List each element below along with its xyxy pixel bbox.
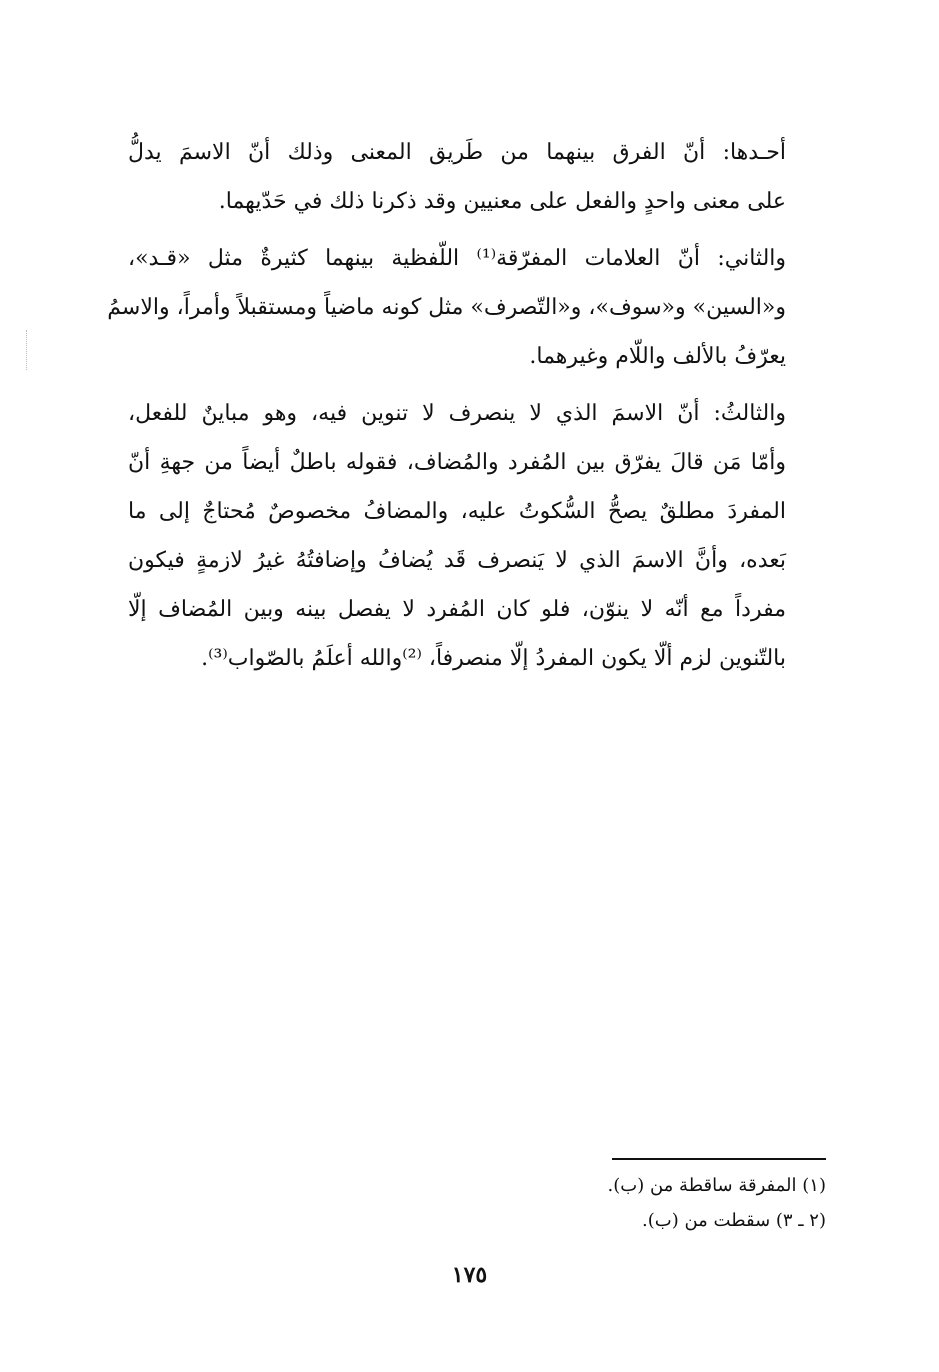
text-line: و«السين» و«سوف»، و«التّصرف» مثل كونه ماضياً ومستقبلاً وأمراً، والاسمُ: [107, 295, 786, 320]
footnote-2: (٢ ـ ٣) سقطت من (ب).: [642, 1210, 826, 1231]
scan-margin-mark: [26, 330, 29, 370]
paragraph-third: [128, 389, 826, 683]
text-line: على معنى واحدٍ والفعل على معنيين وقد ذكرنا ذلك في حَدّيهما.: [218, 189, 786, 214]
text-line: والثاني: أنّ العلامات المفرّقة⁽¹⁾ اللّفظية بينهما كثيرةٌ مثل «قـد»،: [128, 246, 787, 271]
text-line: بَعده، وأنَّ الاسمَ الذي لا يَنصرف قَد يُضافُ وإضافتُهُ غيرُ لازمةٍ فيكون: [128, 548, 786, 573]
text-line: المفردَ مطلقٌ يصحُّ السُّكوتُ عليه، والمضافُ مخصوصٌ مُحتاجٌ إلى ما: [128, 499, 786, 524]
text-line: بالتّنوين لزم ألّا يكون المفردُ إلّا منصرفاً، ⁽²⁾والله أعلَمُ بالصّواب⁽³⁾.: [201, 646, 786, 671]
text-line: وأمّا مَن قالَ يفرّق بين المُفرد والمُضاف، فقوله باطلٌ أيضاً من جهةِ أنّ: [128, 450, 786, 475]
text-line: يعرّفُ بالألف واللّام وغيرهما.: [529, 344, 786, 369]
footnotes: [420, 1168, 826, 1238]
footnote-separator: [612, 1158, 826, 1160]
text-line: أحـدها: أنّ الفرق بينهما من طَريق المعنى وذلك أنّ الاسمَ يدلُّ: [128, 140, 786, 165]
page-number: ١٧٥: [451, 1262, 488, 1288]
paragraph-first: [128, 128, 826, 226]
footnote-1: (١) المفرقة ساقطة من (ب).: [607, 1175, 826, 1196]
text-line: والثالثُ: أنّ الاسمَ الذي لا ينصرف لا تنوين فيه، وهو مباينٌ للفعل،: [128, 401, 786, 426]
main-text-block: [107, 128, 826, 691]
paragraph-second: [107, 234, 826, 381]
text-line: مفرداً مع أنّه لا ينوّن، فلو كان المُفرد لا يفصل بينه وبين المُضاف إلّا: [128, 597, 786, 622]
